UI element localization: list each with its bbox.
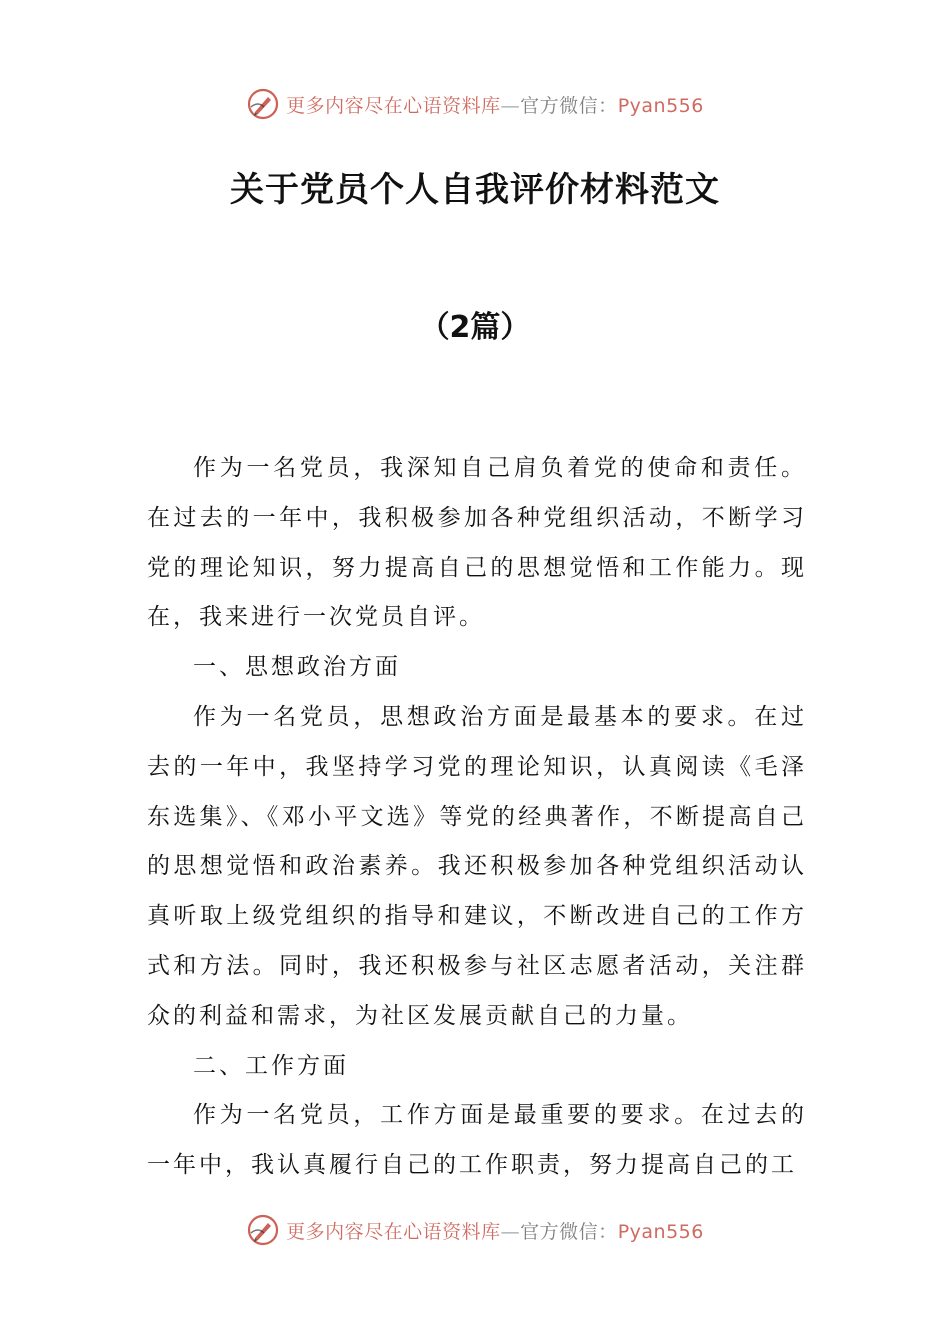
watermark-text xyxy=(286,91,704,118)
watermark-wechat-id: Pyan556 xyxy=(617,94,704,117)
header-watermark xyxy=(0,84,950,124)
pen-circle-logo-icon xyxy=(246,1213,280,1247)
paragraph-intro: 作为一名党员，我深知自己肩负着党的使命和责任。在过去的一年中，我积极参加各种党组织活动，不断学习党的理论知识，努力提高自己的思想觉悟和工作能力。现在，我来进行一次党员自评。 xyxy=(147,455,807,631)
section-heading-ideology: 一、思想政治方面 xyxy=(193,654,401,681)
section-heading-work: 二、工作方面 xyxy=(193,1052,349,1079)
watermark-separator: — xyxy=(500,94,521,117)
watermark-brand: 更多内容尽在心语资料库 xyxy=(286,1220,501,1243)
watermark-separator: — xyxy=(500,1220,521,1243)
watermark-official-label: 官方微信： xyxy=(520,1220,618,1243)
document-subtitle: （2篇） xyxy=(419,310,531,345)
document-body xyxy=(147,444,807,1191)
document-title: 关于党员个人自我评价材料范文 xyxy=(230,170,720,210)
paragraph-ideology: 作为一名党员，思想政治方面是最基本的要求。在过去的一年中，我坚持学习党的理论知识，认真阅读《毛泽东选集》、《邓小平文选》等党的经典著作，不断提高自己的思想觉悟和政治素养。我还积极参加各种党组织活动认真听取上级党组织的指导和建议，不断改进自己的工作方式和方法。同时，我还积极参与社区志愿者活动，关注群众的利益和需求，为社区发展贡献自己的力量。 xyxy=(147,703,807,1029)
paragraph-work: 作为一名党员，工作方面是最重要的要求。在过去的一年中，我认真履行自己的工作职责，努力提高自己的工 xyxy=(147,1102,807,1179)
watermark-brand: 更多内容尽在心语资料库 xyxy=(286,94,501,117)
watermark-wechat-id: Pyan556 xyxy=(617,1220,704,1243)
pen-circle-logo-icon xyxy=(246,87,280,121)
watermark-official-label: 官方微信： xyxy=(520,94,618,117)
watermark-text xyxy=(286,1217,704,1244)
footer-watermark xyxy=(0,1210,950,1250)
